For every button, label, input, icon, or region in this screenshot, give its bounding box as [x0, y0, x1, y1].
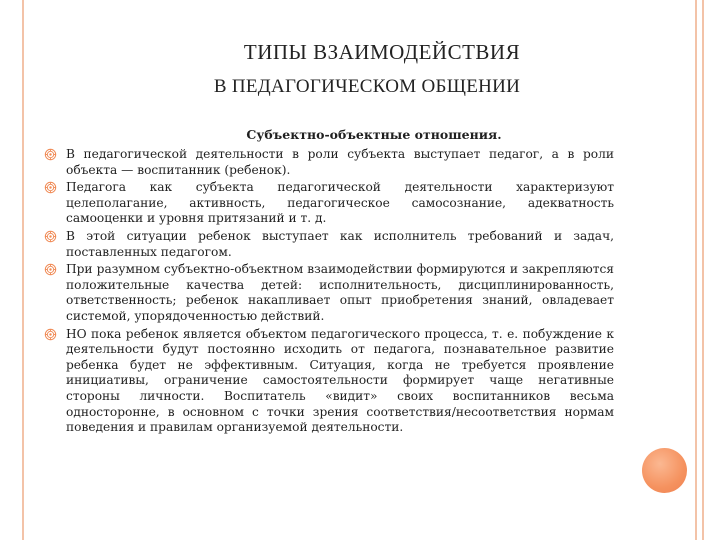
bullet-item: [44, 180, 614, 227]
title-line-2: В ПЕДАГОГИЧЕСКОМ ОБЩЕНИИ: [213, 76, 521, 97]
sun-bullet-icon: [44, 148, 57, 161]
bullet-text: НО пока ребенок является объектом педагогического процесса, т. е. побуждение к деятельности будут постоянно исходить от педагога, познавательное развитие ребенка будет не эффективным. Ситуация, когда не требуется проявление инициативы, ограничение самостоятельности формирует чаще негативные стороны личности. Воспитатель «видит» своих воспитанников весьма односторонне, в основном с точки зрения соответствия/несоответствия нормам поведения и правилам организуемой деятельности.: [66, 326, 614, 435]
sun-bullet-icon: [44, 230, 57, 243]
subtitle: Субъектно-объектные отношения.: [246, 127, 502, 142]
sun-bullet-icon: [44, 181, 57, 194]
bullet-item: [44, 262, 614, 324]
bullet-text: При разумном субъектно-объектном взаимодействии формируются и закрепляются положительные качества детей: исполнительность, дисциплинированность, ответственность; ребенок накапливает опыт приобретения знаний, овладевает системой, упорядоченностью действий.: [66, 262, 614, 323]
sun-bullet-icon: [44, 328, 57, 341]
title-line-1: ТИПЫ ВЗАИМОДЕЙСТВИЯ: [243, 40, 521, 64]
slide-title: [0, 40, 720, 98]
orange-circle-decoration: [642, 448, 687, 493]
bullet-text: В этой ситуации ребенок выступает как исполнитель требований и задач, поставленных педагогом.: [66, 228, 614, 259]
bullet-text: В педагогической деятельности в роли субъекта выступает педагог, а в роли объекта — воспитанник (ребенок).: [66, 147, 614, 177]
bullet-item: [44, 327, 614, 436]
bullet-text: Педагога как субъекта педагогической деятельности характеризуют целеполагание, активность, педагогическое самосознание, адекватность самооценки и уровня притязаний и т. д.: [66, 180, 614, 226]
bullet-item: [44, 229, 614, 260]
sun-bullet-icon: [44, 263, 57, 276]
bullet-list: [44, 147, 614, 438]
bullet-item: [44, 147, 614, 178]
